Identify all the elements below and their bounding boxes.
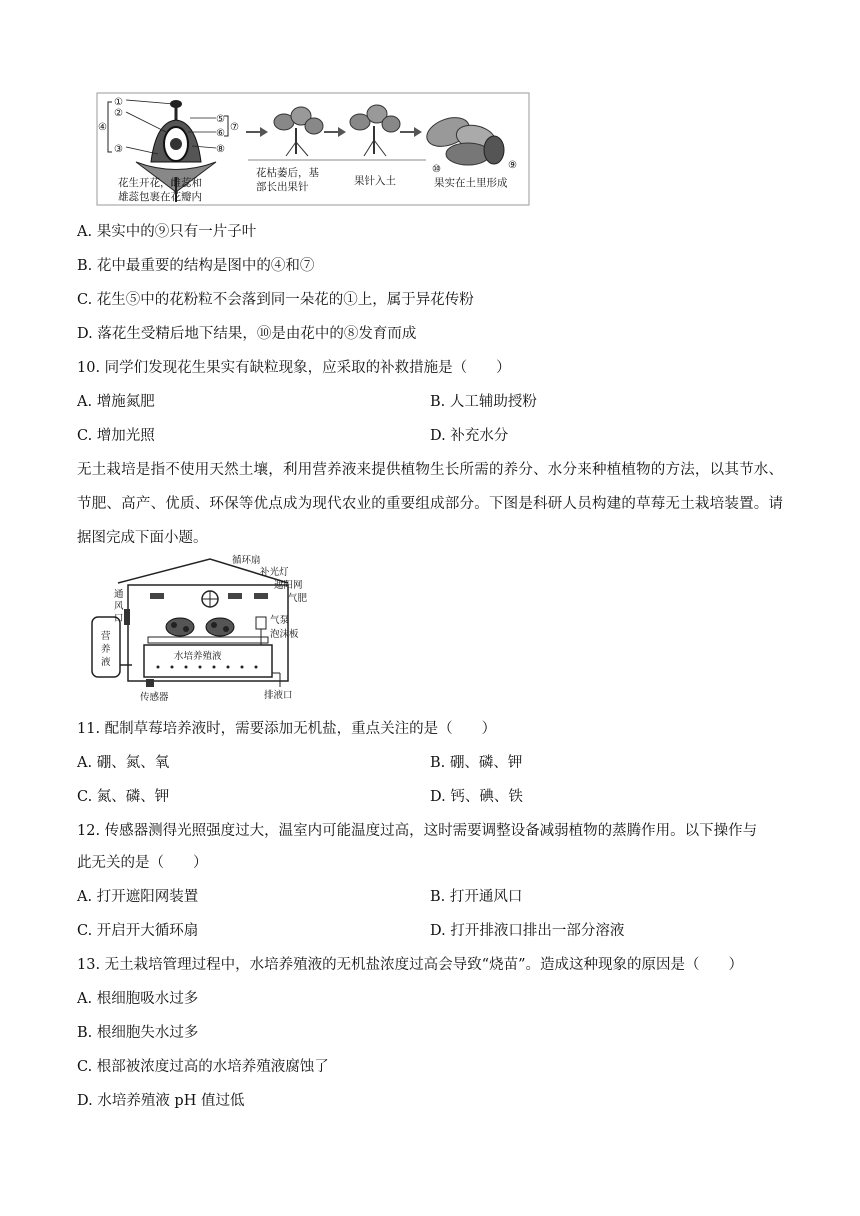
q12-option-d: D. 打开排液口排出一部分溶液 (430, 923, 625, 939)
q13-option-a: A. 根细胞吸水过多 (77, 991, 199, 1007)
q13-option-b: B. 根细胞失水过多 (77, 1025, 199, 1041)
marker-6: ⑥ (216, 128, 225, 139)
q12-option-b: B. 打开通风口 (430, 889, 523, 905)
label-shade: 遮阳网 (274, 580, 303, 591)
marker-8: ⑧ (216, 144, 225, 155)
q10-option-c: C. 增加光照 (77, 428, 155, 444)
label-pump: 气泵 (270, 615, 290, 626)
q12-option-c: C. 开启开大循环扇 (77, 923, 199, 939)
q12-option-a: A. 打开遮阳网装置 (77, 889, 199, 905)
peanut-development-figure (96, 92, 530, 206)
label-nutrient-1: 营 (101, 631, 111, 642)
q10-stem: 10. 同学们发现花生果实有缺粒现象，应采取的补救措施是（ ） (77, 360, 511, 376)
q11-option-a: A. 硼、氮、氧 (77, 755, 170, 771)
label-nutrient-2: 养 (101, 644, 111, 655)
q9-option-c: C. 花生⑤中的花粉粒不会落到同一朵花的①上，属于异花传粉 (77, 292, 474, 308)
label-nutrient-3: 液 (101, 657, 111, 668)
sensor-icon (146, 679, 154, 687)
q13-option-d: D. 水培养殖液 pH 值过低 (77, 1093, 245, 1109)
air-pump-icon (256, 617, 266, 629)
label-gas-fert: 气肥 (288, 593, 308, 604)
marker-5: ⑤ (216, 114, 225, 125)
label-fan: 循环扇 (232, 555, 261, 566)
marker-4: ④ (98, 122, 107, 133)
q11-option-d: D. 钙、碘、铁 (430, 789, 523, 805)
strawberry-plant-icon (166, 618, 234, 636)
q12-stem-line2: 此无关的是（ ） (77, 855, 208, 871)
q12-stem-line1: 12. 传感器测得光照强度过大，温室内可能温度过高，这时需要调整设备减弱植物的蒸腾作用。以下操作与 (77, 823, 758, 839)
label-light: 补光灯 (260, 567, 289, 578)
marker-1: ① (114, 97, 123, 108)
caption-flower-line1: 花生开花，雌蕊和 (118, 177, 202, 189)
marker-2: ② (114, 108, 123, 119)
marker-10: ⑩ (432, 164, 441, 175)
label-drain: 排液口 (264, 690, 293, 701)
q10-option-b: B. 人工辅助授粉 (430, 394, 537, 410)
q9-option-a: A. 果实中的⑨只有一片子叶 (77, 224, 257, 240)
label-vent-1: 通 (114, 589, 124, 600)
label-foam: 泡沫板 (270, 629, 299, 640)
intro-paragraph: 无土栽培是指不使用天然土壤，利用营养液来提供植物生长所需的养分、水分来种植植物的方法，以其节水、节肥、高产、优质、环保等优点成为现代农业的重要组成部分。下图是科研人员构建的草莓无土栽培装置。请据图完成下面小题。 (77, 462, 783, 546)
marker-7: ⑦ (230, 122, 239, 133)
label-vent-2: 风 (114, 601, 124, 612)
caption-fruit: 果实在土里形成 (434, 177, 508, 189)
caption-peg: 果针入土 (354, 175, 396, 187)
marker-9: ⑨ (508, 160, 517, 171)
q9-option-d: D. 落花生受精后地下结果，⑩是由花中的⑧发育而成 (77, 326, 417, 342)
caption-wither-line2: 部长出果针 (256, 181, 309, 193)
fan-icon (202, 591, 218, 607)
label-vent-3: 口 (114, 613, 124, 624)
q13-option-c: C. 根部被浓度过高的水培养殖液腐蚀了 (77, 1059, 329, 1075)
q9-option-b: B. 花中最重要的结构是图中的④和⑦ (77, 258, 315, 274)
vent-icon (124, 609, 130, 625)
q10-option-d: D. 补充水分 (430, 428, 509, 444)
marker-3: ③ (114, 144, 123, 155)
label-sensor: 传感器 (140, 692, 169, 703)
caption-flower-line2: 雄蕊包裹在花瓣内 (118, 191, 202, 203)
q11-stem: 11. 配制草莓培养液时，需要添加无机盐，重点关注的是（ ） (77, 721, 497, 737)
q13-stem: 13. 无土栽培管理过程中，水培养殖液的无机盐浓度过高会导致“烧苗”。造成这种现象的原因是（ ） (77, 957, 743, 973)
q11-option-b: B. 硼、磷、钾 (430, 755, 523, 771)
q11-option-c: C. 氮、磷、钾 (77, 789, 170, 805)
hydroponic-device-figure (88, 553, 310, 705)
label-solution: 水培养殖液 (174, 651, 222, 662)
foam-board (148, 637, 268, 643)
q10-option-a: A. 增施氮肥 (77, 394, 155, 410)
caption-wither-line1: 花枯萎后，基 (256, 167, 319, 179)
